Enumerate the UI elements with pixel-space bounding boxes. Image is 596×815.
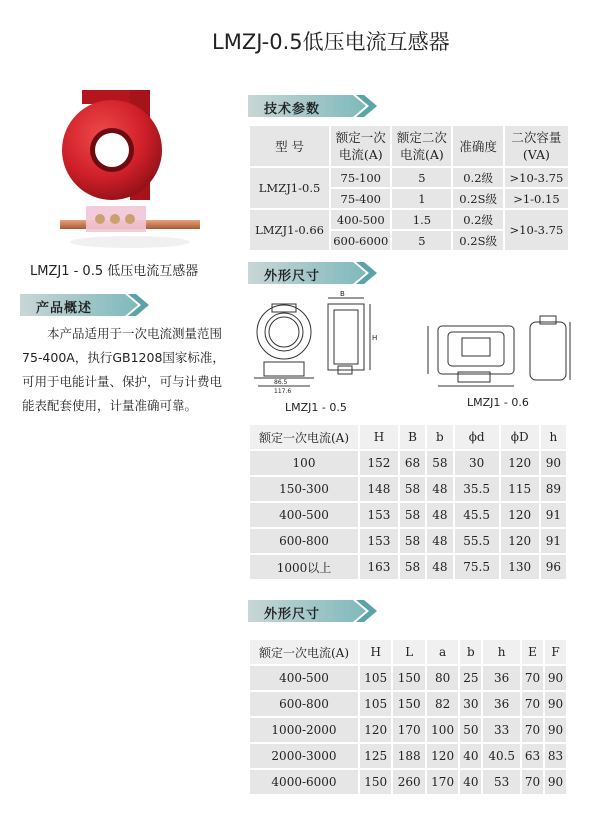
dim2-header: a (427, 640, 458, 664)
dim2-cell: 400-500 (250, 666, 358, 690)
dim2-cell: 70 (522, 666, 543, 690)
dim1-cell: 30 (455, 451, 499, 475)
dim1-header: h (541, 425, 566, 449)
dim2-cell: 120 (427, 744, 458, 768)
dim1-cell: 148 (360, 477, 398, 501)
spec-header: 型 号 (250, 126, 329, 166)
dim2-cell: 83 (545, 744, 566, 768)
spec-header: 准确度 (453, 126, 502, 166)
dim1-cell: 48 (427, 477, 452, 501)
dim1-cell: 600-800 (250, 529, 358, 553)
dim1-header: B (400, 425, 425, 449)
dim2-cell: 105 (360, 692, 391, 716)
dim1-cell: 68 (400, 451, 425, 475)
section-title-dims: 外形尺寸 (264, 269, 321, 284)
dim2-cell: 36 (483, 666, 520, 690)
spec-cell: >10-3.75 (505, 210, 568, 250)
spec-header: 二次容量(VA) (505, 126, 568, 166)
dim2-cell: 40 (460, 770, 481, 794)
dim2-cell: 90 (545, 770, 566, 794)
dim2-cell: 80 (427, 666, 458, 690)
spec-model: LMZJ1-0.5 (250, 168, 329, 208)
dim2-cell: 150 (393, 692, 424, 716)
dim1-cell: 96 (541, 555, 566, 579)
spec-cell: 0.2级 (453, 168, 502, 187)
dim1-cell: 58 (427, 451, 452, 475)
dim1-cell: 100 (250, 451, 358, 475)
spec-cell: >10-3.75 (505, 168, 568, 187)
dim1-cell: 152 (360, 451, 398, 475)
section-banner-dims (248, 262, 388, 284)
dim2-cell: 4000-6000 (250, 770, 358, 794)
spec-cell: 1 (392, 189, 451, 208)
dim1-cell: 163 (360, 555, 398, 579)
spec-header: 额定二次电流(A) (392, 126, 451, 166)
drawing-dim-86: 86.5 (274, 379, 288, 386)
dim2-header: F (545, 640, 566, 664)
dim2-cell: 105 (360, 666, 391, 690)
spec-cell: 0.2级 (453, 210, 502, 229)
dim2-cell: 70 (522, 770, 543, 794)
dim1-cell: 400-500 (250, 503, 358, 527)
dim1-header: b (427, 425, 452, 449)
dim2-cell: 70 (522, 718, 543, 742)
dim1-header: 额定一次电流(A) (250, 425, 358, 449)
drawing-label-left: LMZJ1 - 0.5 (285, 401, 347, 414)
dim2-cell: 170 (393, 718, 424, 742)
dim2-cell: 82 (427, 692, 458, 716)
dim2-header: h (483, 640, 520, 664)
dim1-cell: 153 (360, 503, 398, 527)
intro-text: 本产品适用于一次电流测量范围75-400A，执行GB1208国家标准，可用于电能计量、保护，可与计费电能表配套使用，计量准确可靠。 (22, 326, 225, 413)
dim1-cell: 48 (427, 503, 452, 527)
spec-cell: 5 (392, 231, 451, 250)
dim2-cell: 36 (483, 692, 520, 716)
dim2-cell: 150 (393, 666, 424, 690)
dim2-cell: 2000-3000 (250, 744, 358, 768)
photo-caption: LMZJ1 - 0.5 低压电流互感器 (30, 264, 199, 279)
dim1-cell: 1000以上 (250, 555, 358, 579)
dim2-cell: 100 (427, 718, 458, 742)
dim2-cell: 90 (545, 718, 566, 742)
dim1-header: ϕD (501, 425, 539, 449)
spec-header: 额定一次电流(A) (331, 126, 390, 166)
dim2-cell: 600-800 (250, 692, 358, 716)
dim2-cell: 150 (360, 770, 391, 794)
spec-cell: >1-0.15 (505, 189, 568, 208)
drawing-lmzj1-05 (250, 290, 380, 400)
dim1-cell: 150-300 (250, 477, 358, 501)
spec-cell: 0.2S级 (453, 231, 502, 250)
spec-cell: 600-6000 (331, 231, 390, 250)
dim1-cell: 35.5 (455, 477, 499, 501)
dim2-header: 额定一次电流(A) (250, 640, 358, 664)
spec-cell: 75-400 (331, 189, 390, 208)
dim1-cell: 58 (400, 529, 425, 553)
dim1-cell: 58 (400, 477, 425, 501)
section-title-dims-2: 外形尺寸 (264, 607, 321, 622)
page-title: LMZJ-0.5低压电流互感器 (212, 30, 450, 54)
dim2-header: H (360, 640, 391, 664)
dim2-cell: 30 (460, 692, 481, 716)
dim1-cell: 48 (427, 555, 452, 579)
product-photo (60, 82, 200, 252)
dim2-cell: 90 (545, 692, 566, 716)
dim2-cell: 40.5 (483, 744, 520, 768)
drawing-dim-b: B (340, 290, 345, 298)
section-title-overview: 产品概述 (36, 301, 93, 316)
dim1-cell: 75.5 (455, 555, 499, 579)
dim1-cell: 91 (541, 529, 566, 553)
dim2-cell: 120 (360, 718, 391, 742)
section-title-specs: 技术参数 (264, 102, 321, 117)
dim2-cell: 188 (393, 744, 424, 768)
spec-cell: 75-100 (331, 168, 390, 187)
spec-table (248, 124, 570, 252)
dim2-cell: 90 (545, 666, 566, 690)
dim2-cell: 1000-2000 (250, 718, 358, 742)
dim1-header: H (360, 425, 398, 449)
section-banner-dims-2 (248, 600, 388, 622)
dim2-cell: 63 (522, 744, 543, 768)
dim1-cell: 58 (400, 555, 425, 579)
spec-model: LMZJ1-0.66 (250, 210, 329, 250)
spec-cell: 400-500 (331, 210, 390, 229)
drawing-dim-h: H (372, 334, 378, 342)
dim1-header: ϕd (455, 425, 499, 449)
dim2-cell: 70 (522, 692, 543, 716)
dim1-cell: 120 (501, 451, 539, 475)
dim-table-lmzj1-05 (248, 423, 568, 581)
dim2-cell: 40 (460, 744, 481, 768)
dim1-cell: 120 (501, 529, 539, 553)
drawing-label-right: LMZJ1 - 0.6 (467, 396, 529, 409)
spec-cell: 0.2S级 (453, 189, 502, 208)
dim2-cell: 50 (460, 718, 481, 742)
dim2-cell: 25 (460, 666, 481, 690)
dim1-cell: 55.5 (455, 529, 499, 553)
dim1-cell: 48 (427, 529, 452, 553)
section-banner-overview (20, 294, 160, 316)
dim1-cell: 45.5 (455, 503, 499, 527)
spec-cell: 5 (392, 168, 451, 187)
dim2-cell: 125 (360, 744, 391, 768)
dim1-cell: 91 (541, 503, 566, 527)
dim1-cell: 120 (501, 503, 539, 527)
dim2-cell: 53 (483, 770, 520, 794)
dim1-cell: 130 (501, 555, 539, 579)
dim2-header: b (460, 640, 481, 664)
section-banner-specs (248, 95, 388, 117)
dim-table-lmzj1-06 (248, 638, 568, 796)
dim2-cell: 33 (483, 718, 520, 742)
drawing-lmzj1-06 (418, 312, 576, 392)
dim2-cell: 170 (427, 770, 458, 794)
drawing-dim-117: 117.6 (274, 388, 292, 395)
dim2-header: E (522, 640, 543, 664)
dim1-cell: 89 (541, 477, 566, 501)
dim1-cell: 58 (400, 503, 425, 527)
dim1-cell: 153 (360, 529, 398, 553)
spec-cell: 1.5 (392, 210, 451, 229)
dim1-cell: 90 (541, 451, 566, 475)
dim2-cell: 260 (393, 770, 424, 794)
dim1-cell: 115 (501, 477, 539, 501)
dim2-header: L (393, 640, 424, 664)
